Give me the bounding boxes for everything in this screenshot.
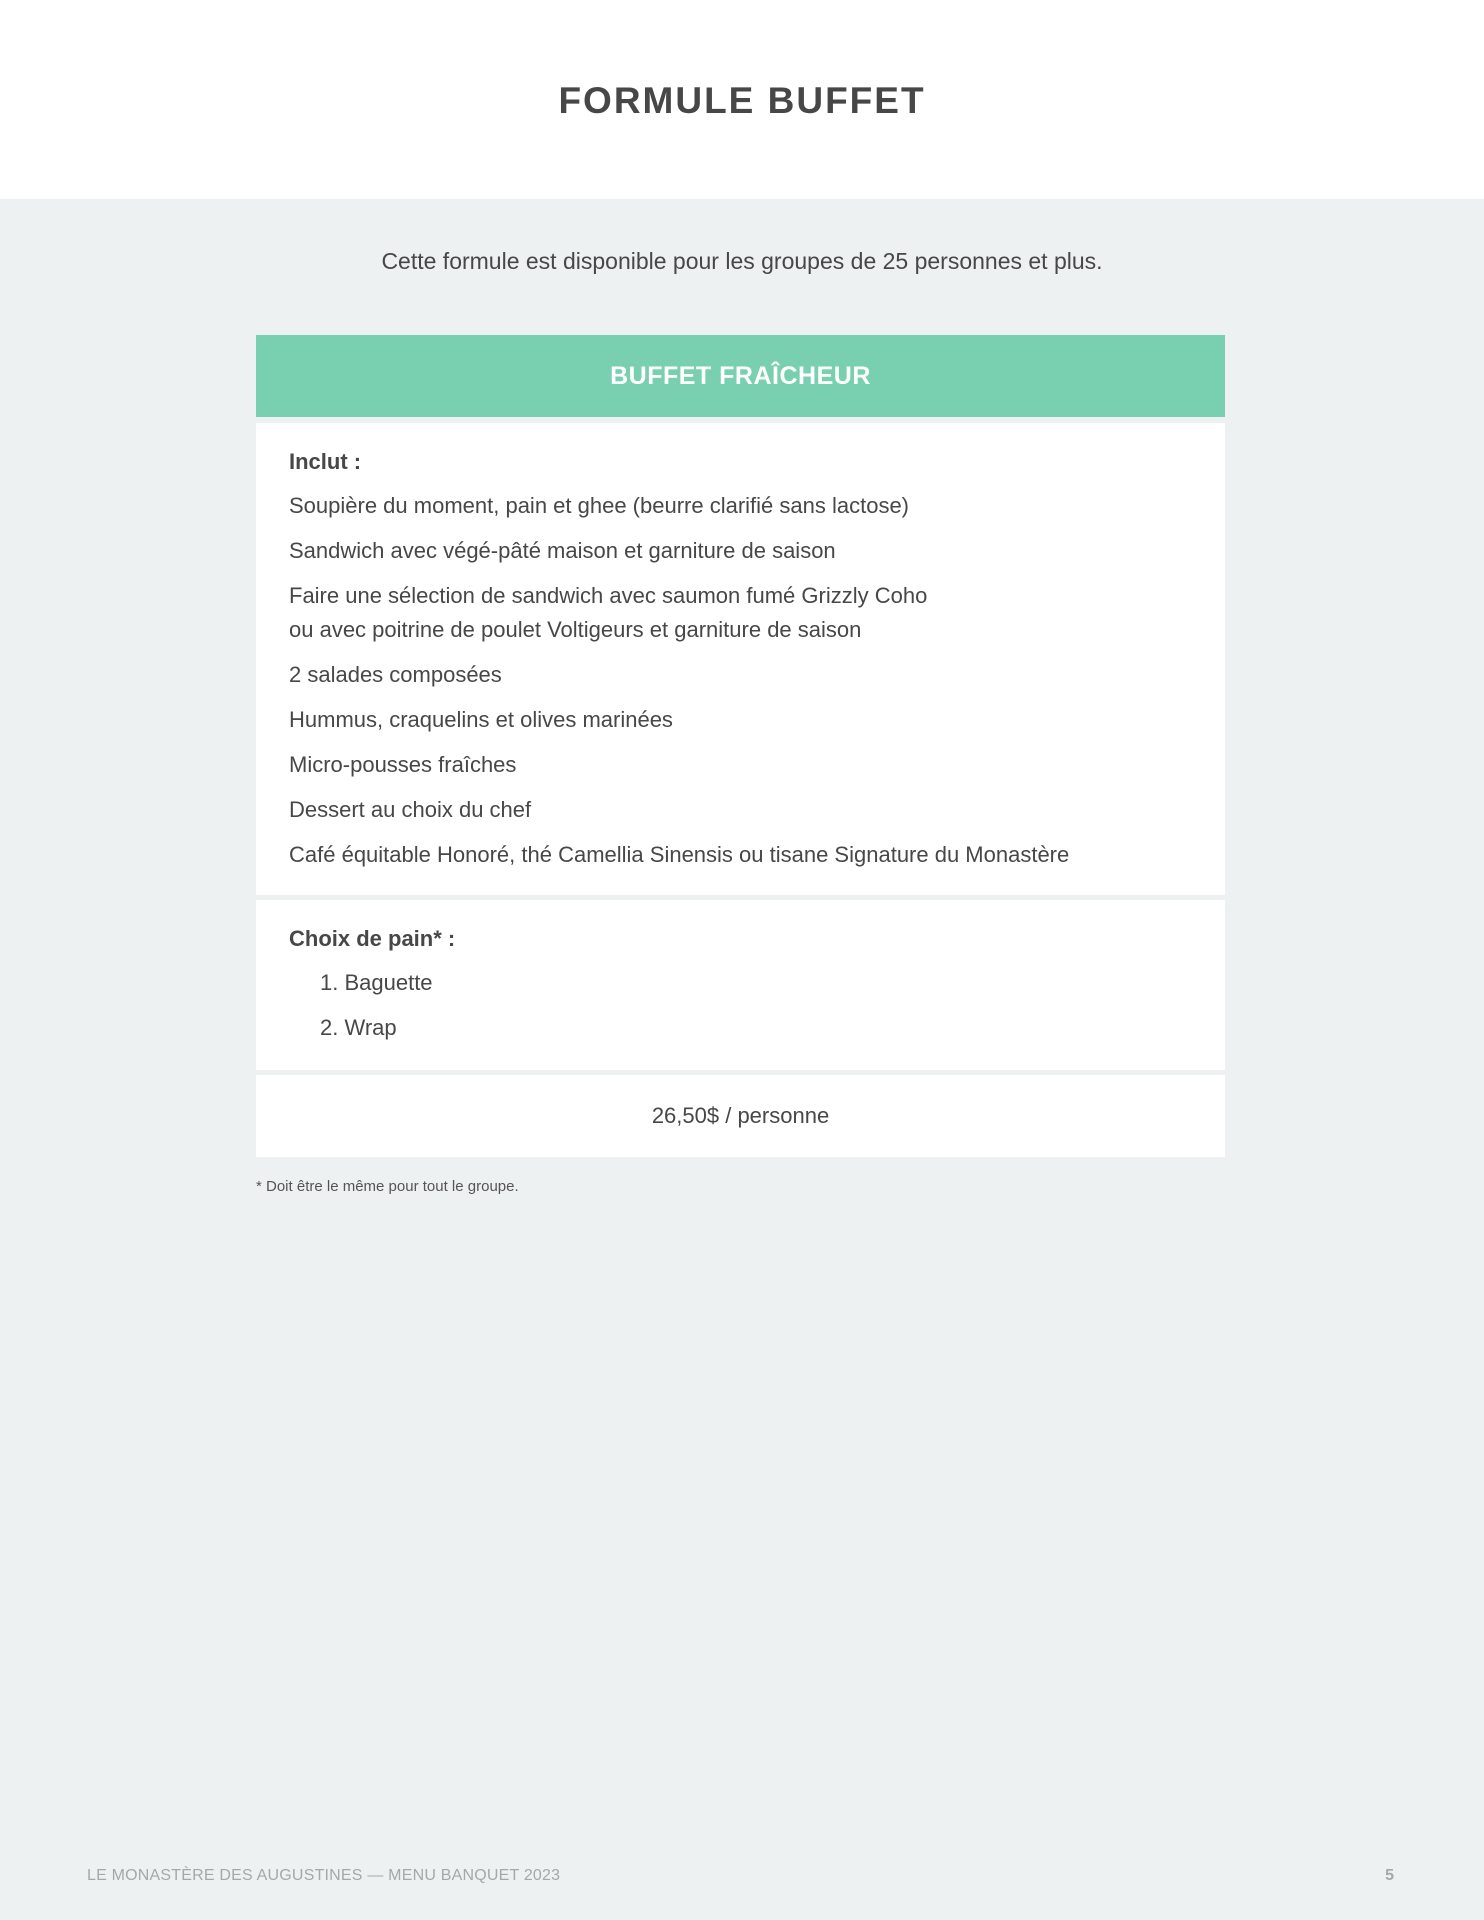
- menu-item: Café équitable Honoré, thé Camellia Sinensis ou tisane Signature du Monastère: [289, 842, 1070, 867]
- includes-heading: Inclut :: [289, 449, 362, 474]
- footnote: * Doit être le même pour tout le groupe.: [256, 1178, 519, 1195]
- buffet-title: BUFFET FRAÎCHEUR: [256, 335, 1225, 417]
- bread-option-baguette: 1. Baguette: [320, 970, 433, 995]
- footer-document-title: LE MONASTÈRE DES AUGUSTINES — MENU BANQUET 2023: [87, 1867, 561, 1884]
- menu-item: Dessert au choix du chef: [289, 797, 532, 822]
- menu-item: Hummus, craquelins et olives marinées: [289, 707, 673, 732]
- bread-choice-heading: Choix de pain* :: [289, 926, 456, 951]
- menu-item: Soupière du moment, pain et ghee (beurre clarifié sans lactose): [289, 493, 910, 518]
- page-title: FORMULE BUFFET: [558, 80, 926, 121]
- menu-item: Faire une sélection de sandwich avec saumon fumé Grizzly Coho ou avec poitrine de poulet Voltigeurs et garniture de saison: [289, 583, 928, 642]
- price-per-person: 26,50$ / personne: [651, 1103, 830, 1128]
- menu-item: 2 salades composées: [289, 662, 502, 687]
- price-section: [256, 1075, 1225, 1157]
- includes-section: [256, 423, 1225, 895]
- menu-item: Sandwich avec végé-pâté maison et garniture de saison: [289, 538, 836, 563]
- page-header: [0, 0, 1484, 199]
- menu-item: Micro-pousses fraîches: [289, 752, 517, 777]
- bread-choice-section: [256, 900, 1225, 1070]
- page-number: 5: [1385, 1867, 1394, 1884]
- bread-option-wrap: 2. Wrap: [320, 1015, 397, 1040]
- intro-text: Cette formule est disponible pour les groupes de 25 personnes et plus.: [381, 248, 1103, 274]
